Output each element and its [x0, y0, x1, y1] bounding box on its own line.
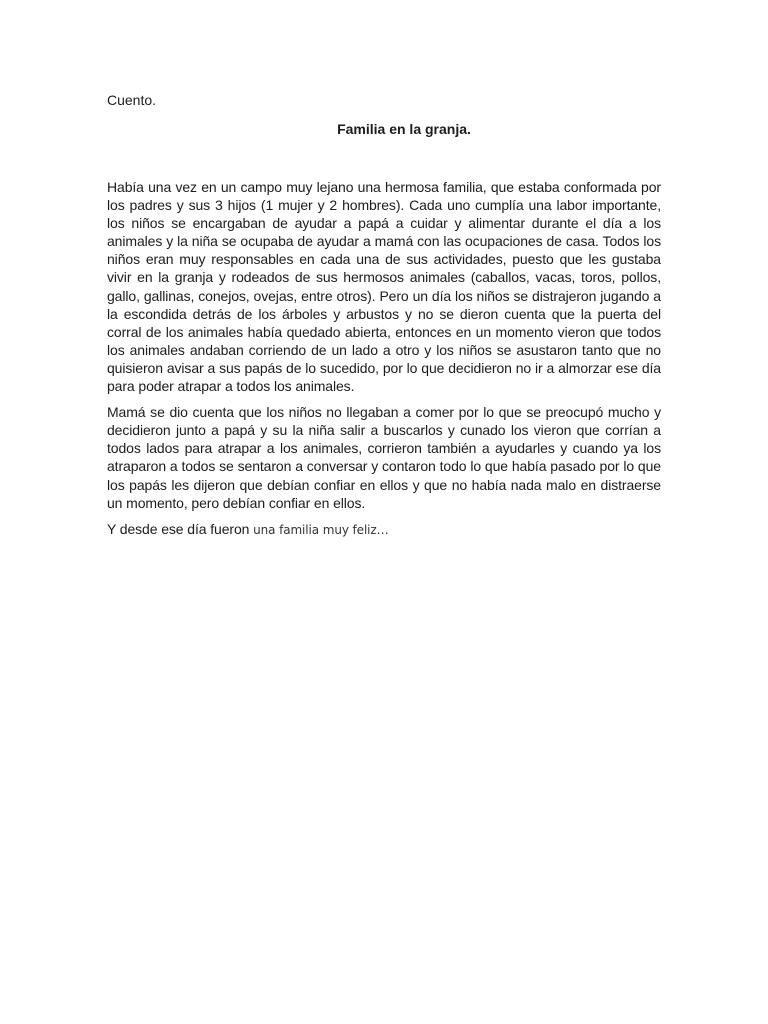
- story-body: [107, 178, 661, 547]
- story-label: Cuento.: [107, 92, 157, 108]
- closing-text-start: Y desde ese día fueron: [107, 520, 254, 537]
- closing-text-end: una familia muy feliz…: [253, 522, 389, 537]
- paragraph-2: Mamá se dio cuenta que los niños no llegaban a comer por lo que se preocupó mucho y decidieron junto a papá y su la niña salir a buscarlos y cunado los vieron que corrían a todos lados para atrapar a los animales, corrieron también a ayudarles y cuando ya los atraparon a todos se sentaron a conversar y contaron todo lo que había pasado por lo que los papás les dijeron que debían confiar en ellos y que no había nada malo en distraerse un momento, pero debían confiar en ellos.: [107, 404, 661, 511]
- paragraph-1: Había una vez en un campo muy lejano una hermosa familia, que estaba conformada por los padres y sus 3 hijos (1 mujer y 2 hombres). Cada uno cumplía una labor importante, los niños se encargaban de ayudar a papá a cuidar y alimentar durante el día a los animales y la niña se ocupaba de ayudar a mamá con las ocupaciones de casa. Todos los niños eran muy responsables en cada una de sus actividades, puesto que les gustaba vivir en la granja y rodeados de sus hermosos animales (caballos, vacas, toros, pollos, gallo, gallinas, conejos, ovejas, entre otros). Pero un día los niños se distrajeron jugando a la escondida detrás de los árboles y arbustos y no se dieron cuenta que la puerta del corral de los animales había quedado abierta, entonces en un momento vieron que todos los animales andaban corriendo de un lado a otro y los niños se asustaron tanto que no quisieron avisar a sus papás de lo sucedido, por lo que decidieron no ir a almorzar ese día para poder atrapar a todos los animales.: [107, 179, 661, 395]
- story-title: Familia en la granja.: [337, 121, 471, 137]
- closing-paragraph: [107, 520, 661, 539]
